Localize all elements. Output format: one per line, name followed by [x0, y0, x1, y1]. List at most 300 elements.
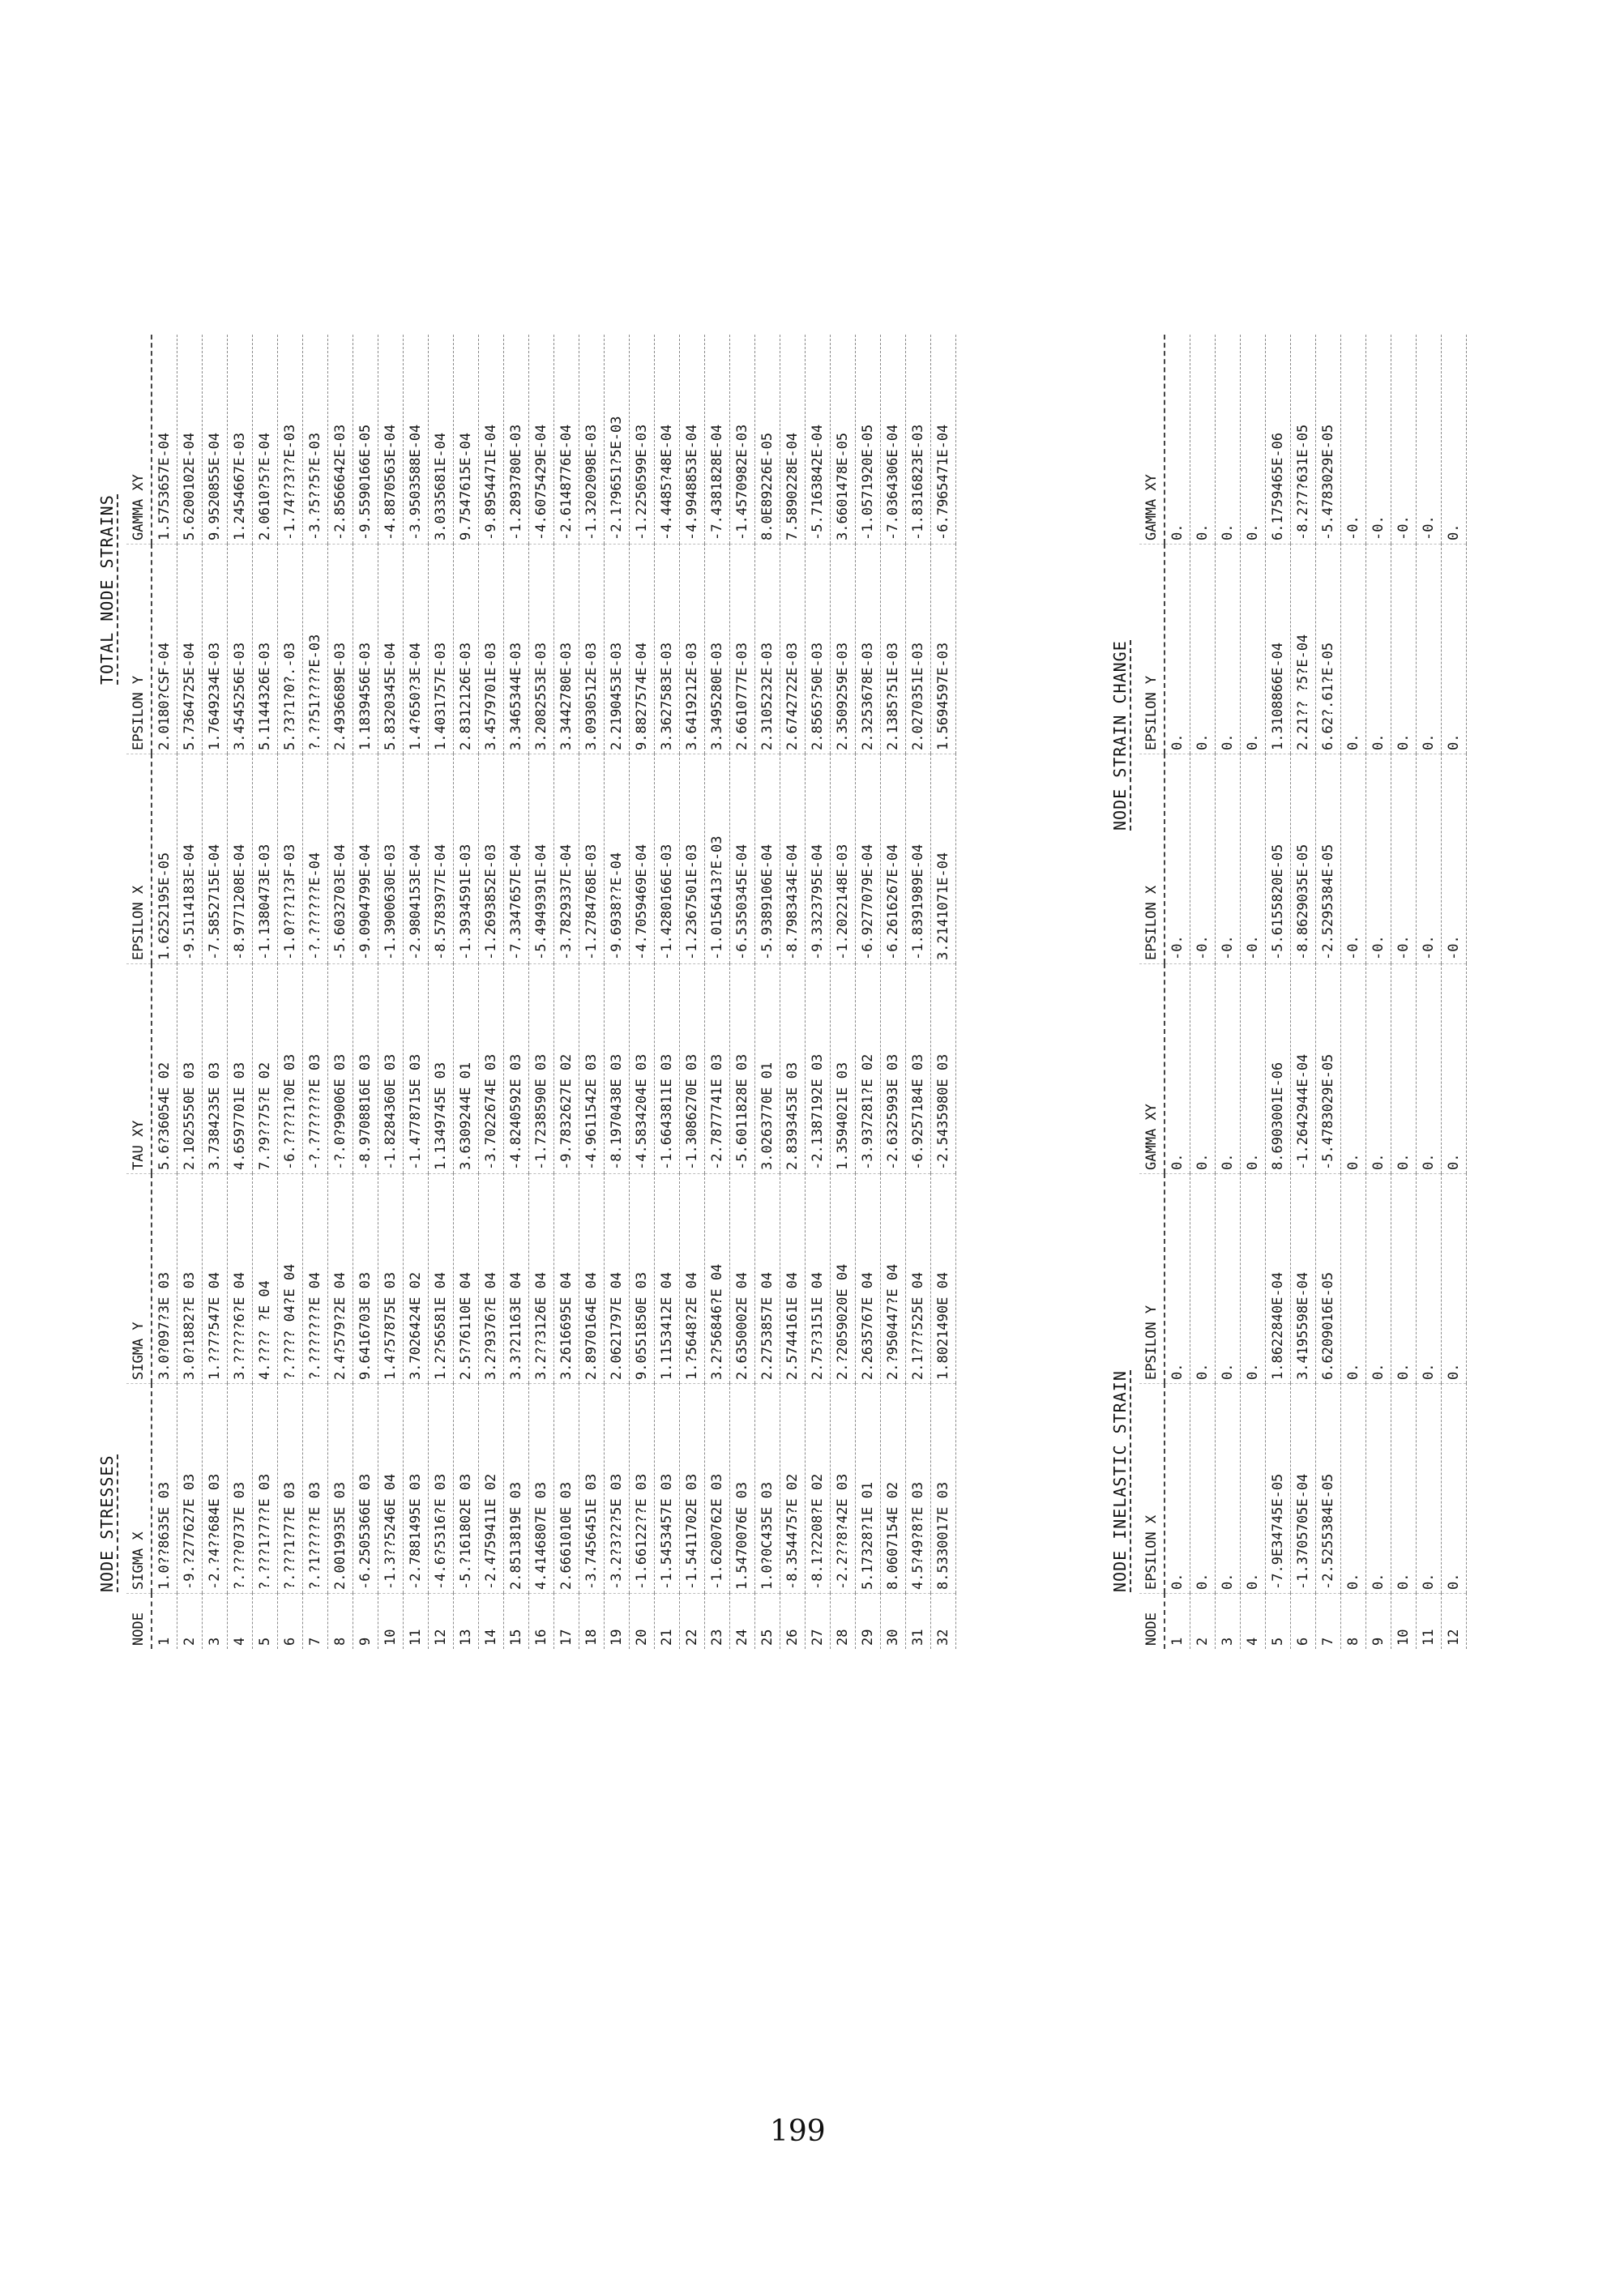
value-cell: -1.3??5246E 04: [378, 1384, 404, 1594]
value-cell: -1.2693852E-03: [479, 754, 504, 964]
value-cell: -7.0364306E-04: [881, 335, 906, 545]
value-cell: 8.0E89226E-05: [755, 335, 780, 545]
value-cell: ?.???0737E 03: [228, 1384, 253, 1594]
value-cell: ?.???????E 04: [303, 1174, 328, 1384]
value-cell: -5.6155820E-05: [1266, 754, 1291, 964]
value-cell: -3.7022674E 03: [479, 964, 504, 1174]
value-cell: 0.: [1417, 1384, 1442, 1594]
value-cell: 2.2753857E 04: [755, 1174, 780, 1384]
value-cell: 2.21?? ?5?E-04: [1291, 545, 1316, 754]
value-cell: -5.4949391E-04: [529, 754, 554, 964]
value-cell: -1.66122??E 03: [630, 1384, 655, 1594]
value-cell: -6.????1?0E 03: [278, 964, 303, 1174]
value-cell: 2.2635767E 04: [856, 1174, 881, 1384]
table-row: [504, 335, 529, 1649]
table-header-row: [1139, 335, 1165, 1649]
value-cell: 0.: [1341, 964, 1366, 1174]
value-cell: 3.3?21163E 04: [504, 1174, 529, 1384]
value-cell: -0.: [1366, 335, 1391, 545]
value-cell: 0.: [1241, 1384, 1266, 1594]
value-cell: 4.4146807E 03: [529, 1384, 554, 1594]
value-cell: -2.6148776E-04: [554, 335, 579, 545]
value-cell: 9.8827574E-04: [630, 545, 655, 754]
value-cell: 2.8970164E 04: [579, 1174, 605, 1384]
value-cell: -4.9948853E-04: [680, 335, 705, 545]
value-cell: 1.3108866E-04: [1266, 545, 1291, 754]
value-cell: 2.4936689E-03: [328, 545, 353, 754]
value-cell: 2.0621797E 04: [605, 1174, 630, 1384]
total-node-strains-title: TOTAL NODE STRAINS: [97, 494, 117, 685]
column-header: GAMMA XY: [1139, 964, 1165, 1174]
value-cell: 0.: [1442, 335, 1467, 545]
value-cell: -1.7238590E 03: [529, 964, 554, 1174]
value-cell: 5.7364725E-04: [177, 545, 203, 754]
value-cell: -1.2367501E-03: [680, 754, 705, 964]
value-cell: -2.5295384E-05: [1316, 754, 1341, 964]
value-cell: 3.4545256E-03: [228, 545, 253, 754]
value-cell: 0.: [1442, 964, 1467, 1174]
value-cell: 3.0263770E 01: [755, 964, 780, 1174]
value-cell: 6.62?.61?E-05: [1316, 545, 1341, 754]
value-cell: 3.2082553E-03: [529, 545, 554, 754]
value-cell: 0.: [1165, 335, 1190, 545]
table-row: [152, 335, 177, 1649]
value-cell: 3.2?9376?E 04: [479, 1174, 504, 1384]
value-cell: -6.9277079E-04: [856, 754, 881, 964]
node-cell: 28: [831, 1594, 856, 1650]
value-cell: -3.7456451E 03: [579, 1384, 605, 1594]
value-cell: -2.5255384E-05: [1316, 1384, 1341, 1594]
value-cell: -6.2616267E-04: [881, 754, 906, 964]
value-cell: 1.1153412E 04: [655, 1174, 680, 1384]
value-cell: 5.1144326E-03: [253, 545, 278, 754]
node-cell: 17: [554, 1594, 579, 1650]
value-cell: -9.8954471E-04: [479, 335, 504, 545]
table-row: [228, 335, 253, 1649]
value-cell: -8.9708816E 03: [353, 964, 378, 1174]
table-row: [1190, 335, 1216, 1649]
value-cell: 3.3627583E-03: [655, 545, 680, 754]
value-cell: -2.9804153E-04: [404, 754, 429, 964]
column-header: NODE: [1139, 1594, 1165, 1650]
value-cell: 2.75?3151E 04: [806, 1174, 831, 1384]
value-cell: 2.0270351E-03: [906, 545, 931, 754]
page-number: 199: [770, 2115, 826, 2148]
value-cell: -8.5783977E-04: [429, 754, 454, 964]
value-cell: 3.2??3126E 04: [529, 1174, 554, 1384]
value-cell: 5.17328?1E 01: [856, 1384, 881, 1594]
node-cell: 3: [203, 1594, 228, 1650]
table-row: [1442, 335, 1467, 1649]
table-row: [1165, 335, 1190, 1649]
node-cell: 5: [1266, 1594, 1291, 1650]
value-cell: 1.??7?547E 04: [203, 1174, 228, 1384]
value-cell: -1.2250599E-03: [630, 335, 655, 545]
value-cell: 3.6601478E-05: [831, 335, 856, 545]
column-header: EPSILON Y: [1139, 545, 1165, 754]
value-cell: -1.3705705E-04: [1291, 1384, 1316, 1594]
table-body: [1165, 335, 1467, 1649]
node-cell: 21: [655, 1594, 680, 1650]
value-cell: -1.5411702E 03: [680, 1384, 705, 1594]
value-cell: 1.1839456E-03: [353, 545, 378, 754]
value-cell: 8.5330017E 03: [931, 1384, 956, 1594]
table-row: [579, 335, 605, 1649]
value-cell: -9.7832627E 02: [554, 964, 579, 1174]
table-row: [1316, 335, 1341, 1649]
value-cell: -3.2?3?2?5E 03: [605, 1384, 630, 1594]
table-row: [479, 335, 504, 1649]
node-inelastic-strain-title: NODE INELASTIC STRAIN: [1110, 1370, 1130, 1592]
value-cell: -5.9389106E-04: [755, 754, 780, 964]
value-cell: -1.4280166E-03: [655, 754, 680, 964]
table-row: [906, 335, 931, 1649]
node-cell: 4: [228, 1594, 253, 1650]
value-cell: -1.6643811E 03: [655, 964, 680, 1174]
value-cell: 3.4579701E-03: [479, 545, 504, 754]
value-cell: 0.: [1241, 1174, 1266, 1384]
value-cell: -0.: [1241, 754, 1266, 964]
table-row: [806, 335, 831, 1649]
node-cell: 16: [529, 1594, 554, 1650]
value-cell: -9.3323795E-04: [806, 754, 831, 964]
value-cell: -0.: [1341, 335, 1366, 545]
node-cell: 29: [856, 1594, 881, 1650]
value-cell: -5.4783029E-05: [1316, 964, 1341, 1174]
value-cell: 3.0?097?3E 03: [152, 1174, 177, 1384]
node-cell: 10: [1391, 1594, 1417, 1650]
value-cell: -1.8284360E 03: [378, 964, 404, 1174]
node-cell: 32: [931, 1594, 956, 1650]
value-cell: -5.4783029E-05: [1316, 335, 1341, 545]
table-row: [1417, 335, 1442, 1649]
value-cell: 2.6350002E 04: [730, 1174, 755, 1384]
value-cell: 2.8393453E 03: [780, 964, 806, 1174]
table-header-row: [126, 335, 152, 1649]
value-cell: -1.3086270E 03: [680, 964, 705, 1174]
value-cell: 0.: [1442, 545, 1467, 754]
value-cell: 0.: [1391, 1384, 1417, 1594]
value-cell: 2.3253678E-03: [856, 545, 881, 754]
value-cell: 2.8513819E 03: [504, 1384, 529, 1594]
table-row: [278, 335, 303, 1649]
value-cell: 0.: [1417, 964, 1442, 1174]
table-row: [303, 335, 328, 1649]
value-cell: 0.: [1341, 1384, 1366, 1594]
value-cell: 2.3105232E-03: [755, 545, 780, 754]
value-cell: -2.5435980E 03: [931, 964, 956, 1174]
value-cell: -9.5114183E-04: [177, 754, 203, 964]
value-cell: 0.: [1165, 1174, 1190, 1384]
value-cell: 0.: [1341, 1174, 1366, 1384]
value-cell: -4.6?5316?E 03: [429, 1384, 454, 1594]
value-cell: -?.?7?????E 03: [303, 964, 328, 1174]
value-cell: 0.: [1417, 545, 1442, 754]
value-cell: -0.: [1366, 754, 1391, 964]
node-cell: 13: [454, 1594, 479, 1650]
value-cell: 3.0?1882?E 03: [177, 1174, 203, 1384]
node-cell: 25: [755, 1594, 780, 1650]
node-cell: 27: [806, 1594, 831, 1650]
value-cell: -1.6200762E 03: [705, 1384, 730, 1594]
value-cell: 3.0335681E-04: [429, 335, 454, 545]
value-cell: 0.: [1442, 1384, 1467, 1594]
value-cell: -2.4759411E 02: [479, 1384, 504, 1594]
value-cell: -5.6032703E-04: [328, 754, 353, 964]
value-cell: -0.: [1417, 754, 1442, 964]
value-cell: -1.0156413?E-03: [705, 754, 730, 964]
table-row: [780, 335, 806, 1649]
value-cell: 2.8565?50E-03: [806, 545, 831, 754]
table-row: [605, 335, 630, 1649]
value-cell: -7.4381828E-04: [705, 335, 730, 545]
value-cell: 4.6597701E 03: [228, 964, 253, 1174]
value-cell: 2.0610?5?E-04: [253, 335, 278, 545]
value-cell: 1.5470076E 03: [730, 1384, 755, 1594]
value-cell: -7.3347657E-04: [504, 754, 529, 964]
value-cell: -7.5852715E-04: [203, 754, 228, 964]
node-cell: 22: [680, 1594, 705, 1650]
printout-sheet: [97, 45, 1621, 1649]
value-cell: -?.??????E-04: [303, 754, 328, 964]
value-cell: 1.3594021E 03: [831, 964, 856, 1174]
value-cell: -2.8566642E-03: [328, 335, 353, 545]
value-cell: 0.: [1216, 964, 1241, 1174]
value-cell: -5.?161802E 03: [454, 1384, 479, 1594]
value-cell: 2.3509259E-03: [831, 545, 856, 754]
value-cell: 0.: [1190, 1384, 1216, 1594]
value-cell: 2.5744161E 04: [780, 1174, 806, 1384]
column-header: EPSILON X: [1139, 754, 1165, 964]
table-row: [630, 335, 655, 1649]
node-stresses-title: NODE STRESSES: [97, 1454, 117, 1592]
value-cell: -3.?5??5?E-03: [303, 335, 328, 545]
value-cell: -1.3202098E-03: [579, 335, 605, 545]
table-row: [328, 335, 353, 1649]
column-header: EPSILON X: [126, 754, 152, 964]
node-cell: 24: [730, 1594, 755, 1650]
table-row: [705, 335, 730, 1649]
value-cell: 0.: [1241, 964, 1266, 1174]
value-cell: 9.9520855E-04: [203, 335, 228, 545]
value-cell: -0.: [1165, 754, 1190, 964]
value-cell: -4.8240592E 03: [504, 964, 529, 1174]
node-cell: 11: [404, 1594, 429, 1650]
value-cell: 3.6309244E 01: [454, 964, 479, 1174]
value-cell: -4.9611542E 03: [579, 964, 605, 1174]
value-cell: ?.???1?7??E 03: [253, 1384, 278, 1594]
value-cell: ?.?1?????E 03: [303, 1384, 328, 1594]
value-cell: -1.0571920E-05: [856, 335, 881, 545]
value-cell: 1.8021490E 04: [931, 1174, 956, 1384]
value-cell: 6.6209016E-05: [1316, 1174, 1341, 1384]
value-cell: 3.2141071E-04: [931, 754, 956, 964]
value-cell: 0.: [1165, 545, 1190, 754]
value-cell: 3.7384235E 03: [203, 964, 228, 1174]
value-cell: -8.9771208E-04: [228, 754, 253, 964]
value-cell: -4.4485?48E-04: [655, 335, 680, 545]
node-cell: 7: [1316, 1594, 1341, 1650]
value-cell: 3.3442780E-03: [554, 545, 579, 754]
node-cell: 23: [705, 1594, 730, 1650]
table-row: [680, 335, 705, 1649]
value-cell: 2.?950447?E 04: [881, 1174, 906, 1384]
value-cell: 0.: [1190, 1174, 1216, 1384]
node-cell: 19: [605, 1594, 630, 1650]
value-cell: 0.: [1216, 1174, 1241, 1384]
value-cell: 3.0930512E-03: [579, 545, 605, 754]
node-cell: 2: [177, 1594, 203, 1650]
table-row: [881, 335, 906, 1649]
value-cell: 3.3465344E-03: [504, 545, 529, 754]
value-cell: -9.6938??E-04: [605, 754, 630, 964]
value-cell: -2.?4??684E 03: [203, 1384, 228, 1594]
value-cell: 3.2616695E 04: [554, 1174, 579, 1384]
table-body: [152, 335, 956, 1649]
value-cell: -1.2893780E-03: [504, 335, 529, 545]
table-row: [655, 335, 680, 1649]
node-cell: 30: [881, 1594, 906, 1650]
node-cell: 12: [429, 1594, 454, 1650]
table-row: [429, 335, 454, 1649]
node-cell: 18: [579, 1594, 605, 1650]
value-cell: 7.?9??75?E 02: [253, 964, 278, 1174]
value-cell: -7.9E34745E-05: [1266, 1384, 1291, 1594]
value-cell: ?.???? 04?E 04: [278, 1174, 303, 1384]
value-cell: 1.2?56581E 04: [429, 1174, 454, 1384]
value-cell: 0.: [1216, 1384, 1241, 1594]
node-cell: 2: [1190, 1594, 1216, 1650]
value-cell: 2.6661010E 03: [554, 1384, 579, 1594]
column-header: EPSILON Y: [126, 545, 152, 754]
value-cell: -4.7059469E-04: [630, 754, 655, 964]
value-cell: 0.: [1241, 335, 1266, 545]
value-cell: -3.9503588E-04: [404, 335, 429, 545]
value-cell: 0.: [1417, 1174, 1442, 1384]
value-cell: 1.0?0C435E 03: [755, 1384, 780, 1594]
value-cell: 1.8622840E-04: [1266, 1174, 1291, 1384]
value-cell: 1.1349745E 03: [429, 964, 454, 1174]
value-cell: 1.5694597E-03: [931, 545, 956, 754]
value-cell: 2.5?76110E 04: [454, 1174, 479, 1384]
table-row: [378, 335, 404, 1649]
node-cell: 26: [780, 1594, 806, 1650]
column-header: EPSILON Y: [1139, 1174, 1165, 1384]
value-cell: 8.0607154E 02: [881, 1384, 906, 1594]
value-cell: -2.6325993E 03: [881, 964, 906, 1174]
value-cell: 4.5?49?8?E 03: [906, 1384, 931, 1594]
column-header: GAMMA XY: [1139, 335, 1165, 545]
value-cell: -3.937281?E 02: [856, 964, 881, 1174]
value-cell: 0.: [1241, 545, 1266, 754]
value-cell: 2.0019935E 03: [328, 1384, 353, 1594]
node-cell: 8: [328, 1594, 353, 1650]
value-cell: 1.?5648?2E 04: [680, 1174, 705, 1384]
table-row: [1216, 335, 1241, 1649]
value-cell: 3.?????6?E 04: [228, 1174, 253, 1384]
inelastic-strain-table: [1139, 335, 1467, 1649]
value-cell: 0.: [1391, 545, 1417, 754]
value-cell: 0.: [1391, 1174, 1417, 1384]
value-cell: 3.4195598E-04: [1291, 1174, 1316, 1384]
value-cell: 1.4?57875E 03: [378, 1174, 404, 1384]
value-cell: -3.7829337E-04: [554, 754, 579, 964]
stress-strain-table: [126, 335, 956, 1649]
value-cell: 9.7547615E-04: [454, 335, 479, 545]
value-cell: 0.: [1366, 1384, 1391, 1594]
node-cell: 6: [1291, 1594, 1316, 1650]
table-row: [1391, 335, 1417, 1649]
value-cell: -0.: [1391, 335, 1417, 545]
value-cell: -2.7881495E 03: [404, 1384, 429, 1594]
value-cell: 8.6903001E-06: [1266, 964, 1291, 1174]
node-cell: 11: [1417, 1594, 1442, 1650]
value-cell: -1.8316823E-03: [906, 335, 931, 545]
value-cell: -1.8391989E-04: [906, 754, 931, 964]
value-cell: -0.: [1442, 754, 1467, 964]
value-cell: 0.: [1216, 335, 1241, 545]
value-cell: 2.8312126E-03: [454, 545, 479, 754]
value-cell: 2.1025550E 03: [177, 964, 203, 1174]
value-cell: -8.1970438E 03: [605, 964, 630, 1174]
value-cell: -0.: [1417, 335, 1442, 545]
node-cell: 6: [278, 1594, 303, 1650]
value-cell: -9.0904799E-04: [353, 754, 378, 964]
column-header: GAMMA XY: [126, 335, 152, 545]
value-cell: 5.?3?1?0?.-03: [278, 545, 303, 754]
value-cell: 2.0180?CSF-04: [152, 545, 177, 754]
value-cell: 0.: [1341, 545, 1366, 754]
column-header: SIGMA X: [126, 1384, 152, 1594]
value-cell: -4.6075429E-04: [529, 335, 554, 545]
value-cell: -9.?277627E 03: [177, 1384, 203, 1594]
node-cell: 10: [378, 1594, 404, 1650]
value-cell: 0.: [1366, 1174, 1391, 1384]
value-cell: -1.3900630E-03: [378, 754, 404, 964]
table-row: [353, 335, 378, 1649]
value-cell: -1.5453457E 03: [655, 1384, 680, 1594]
value-cell: 0.: [1216, 545, 1241, 754]
table-row: [755, 335, 780, 1649]
table-row: [831, 335, 856, 1649]
value-cell: 9.6416703E 03: [353, 1174, 378, 1384]
table-row: [454, 335, 479, 1649]
value-cell: 3.3495280E-03: [705, 545, 730, 754]
value-cell: 2.1?7?525E 04: [906, 1174, 931, 1384]
value-cell: -2.1?9651?5E-03: [605, 335, 630, 545]
node-cell: 9: [1366, 1594, 1391, 1650]
node-cell: 4: [1241, 1594, 1266, 1650]
value-cell: 6.1759465E-06: [1266, 335, 1291, 545]
table-row: [253, 335, 278, 1649]
column-header: SIGMA Y: [126, 1174, 152, 1384]
node-cell: 1: [152, 1594, 177, 1650]
node-cell: 9: [353, 1594, 378, 1650]
value-cell: 9.0551850E 03: [630, 1174, 655, 1384]
table-row: [730, 335, 755, 1649]
node-cell: 20: [630, 1594, 655, 1650]
value-cell: -6.9257184E 03: [906, 964, 931, 1174]
value-cell: -2.7877741E 03: [705, 964, 730, 1174]
value-cell: 0.: [1190, 964, 1216, 1174]
value-cell: 3.2?56846?E 04: [705, 1174, 730, 1384]
value-cell: -1.2642944E-04: [1291, 964, 1316, 1174]
value-cell: -2.2??8?42E 03: [831, 1384, 856, 1594]
value-cell: 0.: [1442, 1174, 1467, 1384]
value-cell: 1.5753657E-04: [152, 335, 177, 545]
node-cell: 31: [906, 1594, 931, 1650]
value-cell: -0.: [1341, 754, 1366, 964]
